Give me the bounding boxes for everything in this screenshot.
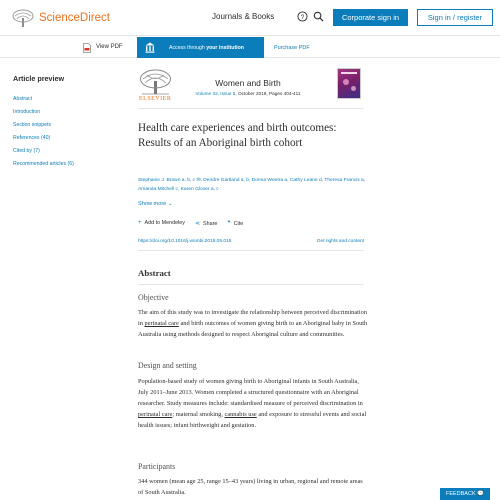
access-institution-label: Access through your institution [169,44,244,51]
purchase-pdf-link[interactable]: Purchase PDF [274,44,310,51]
divider [138,284,364,285]
sidebar-item-cited-by[interactable]: Cited by (7) [13,148,40,154]
sign-in-register-button[interactable]: Sign in / register [417,9,493,26]
share-button[interactable]: ⋖ Share [194,220,218,227]
access-institution-button[interactable] [137,37,264,58]
feedback-button[interactable]: FEEDBACK 💬 [440,488,490,500]
corporate-sign-in-button[interactable]: Corporate sign in [333,9,408,26]
journal-name[interactable]: Women and Birth [215,78,281,88]
cannabis-use-link[interactable]: cannabis use [224,411,257,418]
cite-button[interactable]: ❞ Cite [227,220,244,227]
author-list[interactable]: Stephanie J. Brown a, b, c ✉, Deirdre Gartland a, b, Donna Weetra a, Cathy Leane d, Theresa Francis a, Amanda Mitchell c, Karen Glover a, c [138,178,366,192]
share-icon: ⋖ [194,220,201,227]
section-heading-design: Design and setting [138,361,197,370]
chat-icon: 💬 [477,491,485,497]
pdf-icon[interactable] [83,43,91,53]
show-more-button[interactable]: Show more ⌄ [138,201,173,207]
perinatal-care-link[interactable]: perinatal care [138,411,173,418]
help-icon[interactable] [297,11,308,22]
journal-cover-image[interactable] [337,68,361,99]
quote-icon: ❞ [227,220,231,227]
elsevier-tree-icon [12,9,34,27]
article-preview-sidebar [13,74,123,171]
view-pdf-link[interactable]: View PDF [96,44,123,50]
article-toolbar [0,37,500,58]
section-heading-participants: Participants [138,462,176,471]
search-icon[interactable] [313,11,324,22]
brand-name: ScienceDirect [39,12,110,24]
article-actions [138,218,243,228]
sidebar-item-section-snippets[interactable]: Section snippets [13,122,52,128]
add-to-mendeley-button[interactable]: + Add to Mendeley [138,220,185,226]
top-header [0,0,500,36]
journal-header [138,67,364,109]
section-body-objective: The aim of this study was to investigate the relationship between perceived discrimination in perinatal care and birth outcomes of women giving birth to an Aboriginal baby in South Australia using methods designed to respect Aboriginal culture and communities. [138,309,368,338]
svg-text:?: ? [300,13,305,21]
volume-issue-link[interactable]: Volume 32, Issue 5 [195,91,236,96]
article-title: Health care experiences and birth outcomes: Results of an Aboriginal birth cohort [138,122,337,149]
sciencedirect-logo[interactable] [12,9,110,27]
section-body-design: Population-based study of women giving birth to Aboriginal infants in South Australia, July 2011–June 2013. Women completed a structured questionnaire with an Aboriginal researcher. Study measures include: standardised measure of perceived discrimination in perinatal care; maternal smoking, cannabis use and exposure to stressful events and social health issues; infant birthweight and gestation. [138,378,367,429]
sidebar-item-abstract[interactable]: Abstract [13,96,33,102]
journals-books-link[interactable]: Journals & Books [212,12,275,21]
sidebar-item-references[interactable]: References (40) [13,135,51,141]
section-body-participants: 344 women (mean age 25, range 15–43 years) living in urban, regional and remote areas of South Australia. [138,478,363,496]
perinatal-care-link[interactable]: perinatal care [144,320,179,327]
section-heading-objective: Objective [138,293,169,302]
chevron-down-icon: ⌄ [167,201,173,207]
journal-issue-info: Volume 32, Issue 5, October 2019, Pages 404-411 [195,91,301,96]
institution-icon [145,42,155,53]
elsevier-wordmark: ELSEVIER [139,96,172,102]
abstract-heading: Abstract [138,268,171,278]
rights-content-link[interactable]: Get rights and content [316,239,364,244]
sidebar-item-introduction[interactable]: Introduction [13,109,41,115]
sidebar-item-recommended-articles[interactable]: Recommended articles (6) [13,161,74,167]
plus-icon: + [138,220,142,226]
sidebar-title: Article preview [13,74,65,83]
doi-link[interactable]: https://doi.org/10.1016/j.wombi.2019.05.015 [138,239,232,244]
doi-row [138,237,364,251]
